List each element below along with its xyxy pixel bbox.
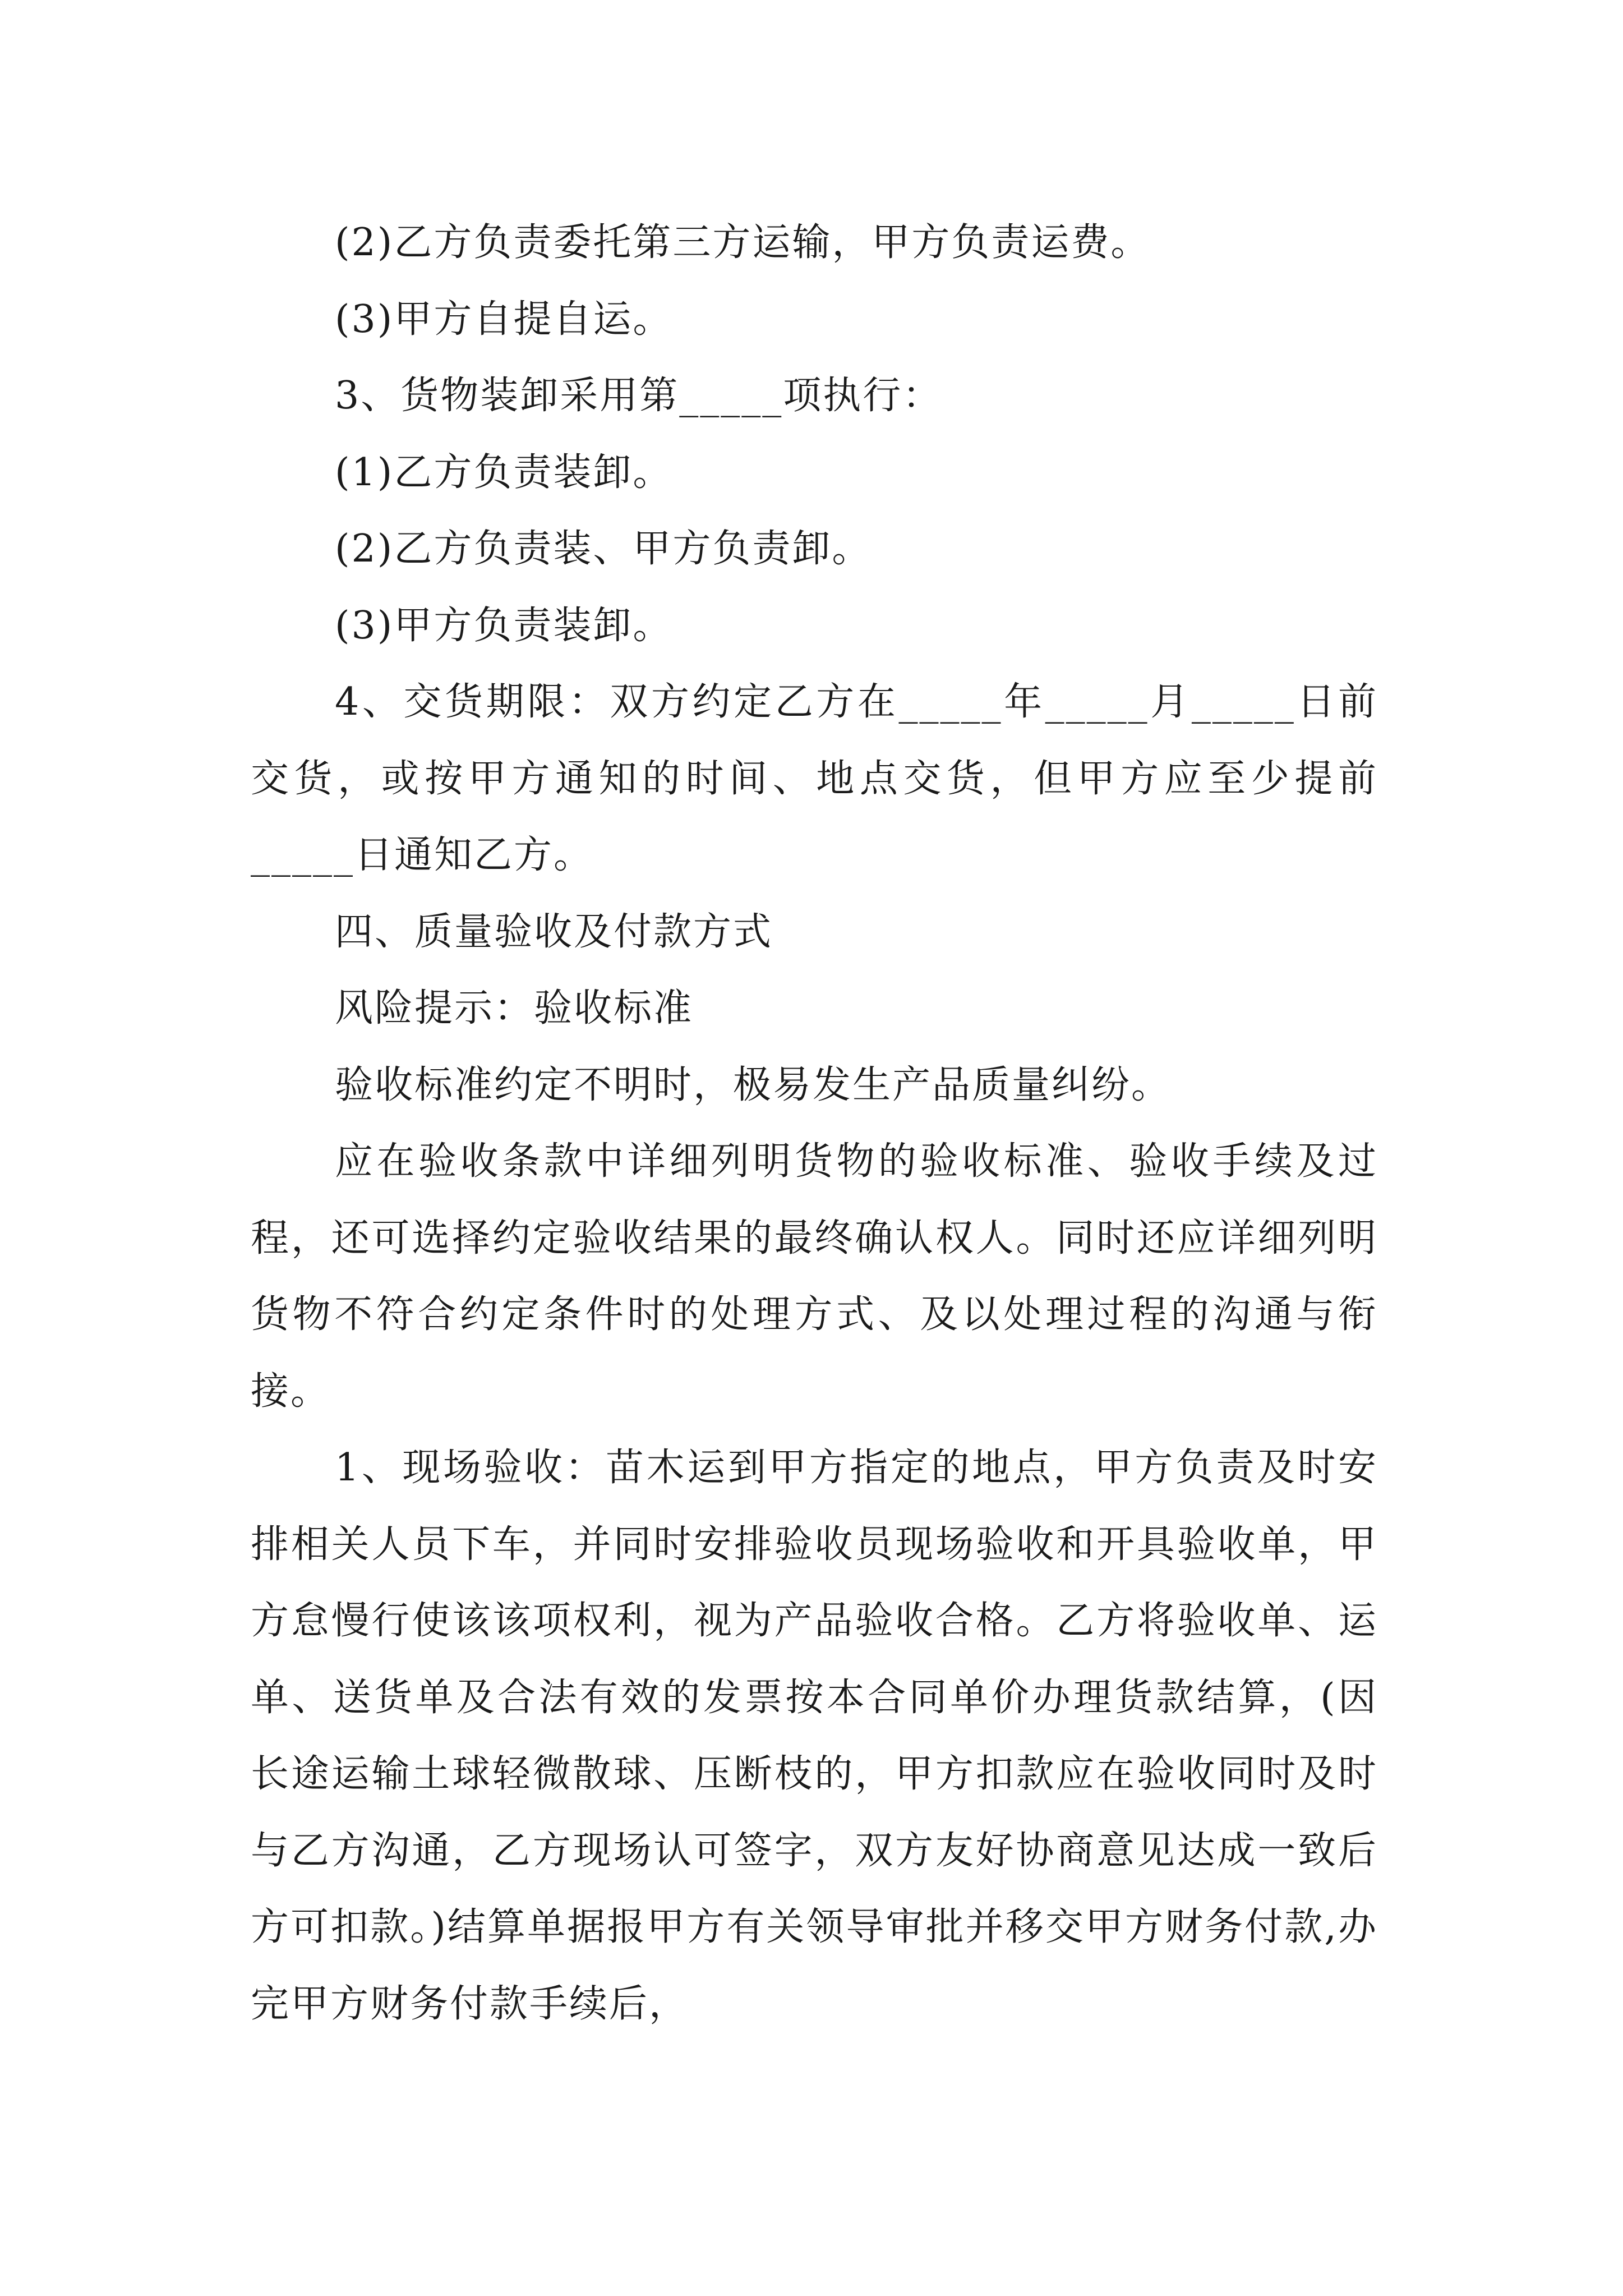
paragraph-acceptance-advice: 应在验收条款中详细列明货物的验收标准、验收手续及过程，还可选择约定验收结果的最终确认权人。同时还应详细列明货物不符合约定条件时的处理方式、及以处理过程的沟通与衔接。 — [251, 1139, 1378, 1414]
document-body — [251, 205, 1378, 2042]
paragraph-onsite-acceptance: 1、现场验收：苗木运到甲方指定的地点，甲方负责及时安排相关人员下车，并同时安排验收员现场验收和开具验收单，甲方怠慢行使该该项权利，视为产品验收合格。乙方将验收单、运单、送货单及合法有效的发票按本合同单价办理货款结算，(因长途运输土球轻微散球、压断枝的，甲方扣款应在验收同时及时与乙方沟通，乙方现场认可签字，双方友好协商意见达成一致后方可扣款。)结算单据报甲方有关领导审批并移交甲方财务付款,办完甲方财务付款手续后， — [251, 1446, 1378, 2026]
paragraph-loading-clause: 3、货物装卸采用第_____项执行： — [335, 374, 943, 418]
paragraph-loading-option-3: (3)甲方负责装卸。 — [335, 603, 673, 648]
risk-notice-heading: 风险提示：验收标准 — [335, 986, 694, 1030]
paragraph-loading-option-2: (2)乙方负责装、甲方负责卸。 — [335, 527, 872, 571]
paragraph-loading-option-1: (1)乙方负责装卸。 — [335, 450, 673, 495]
section-heading-quality-payment: 四、质量验收及付款方式 — [335, 909, 773, 954]
paragraph-transport-option-2: (2)乙方负责委托第三方运输，甲方负责运费。 — [335, 220, 1151, 265]
paragraph-delivery-deadline: 4、交货期限：双方约定乙方在_____年_____月_____日前交货，或按甲方通知的时间、地点交货，但甲方应至少提前_____日通知乙方。 — [251, 680, 1378, 877]
paragraph-risk-notice: 验收标准约定不明时，极易发生产品质量纠纷。 — [335, 1062, 1172, 1107]
paragraph-transport-option-3: (3)甲方自提自运。 — [335, 297, 673, 342]
